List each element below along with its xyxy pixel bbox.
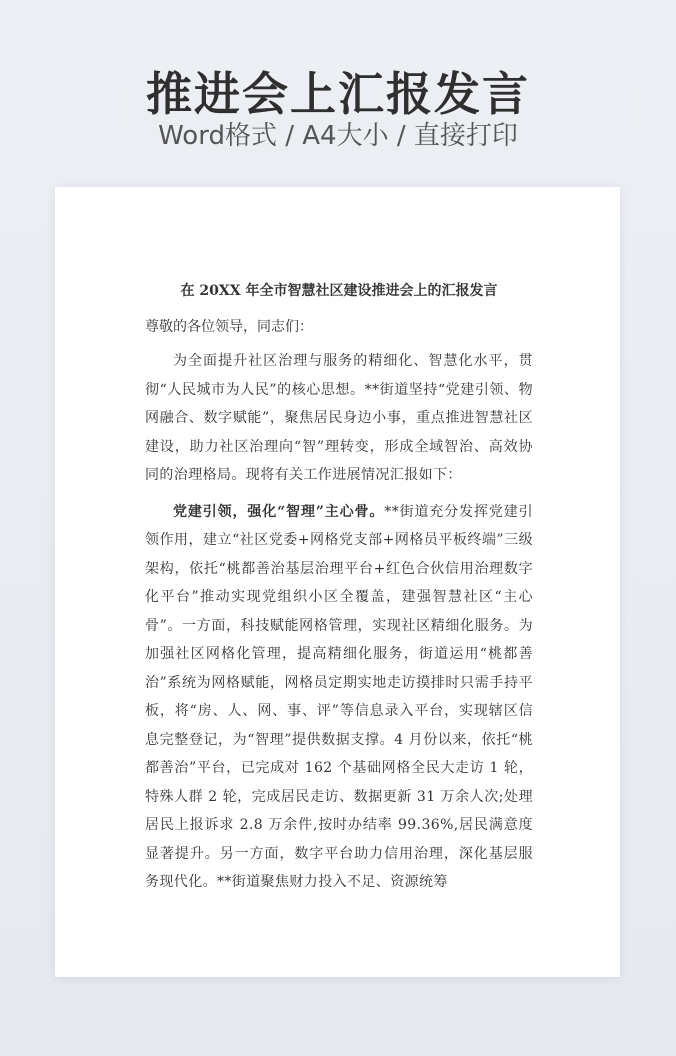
document-page xyxy=(55,187,620,977)
banner-subtitle: Word格式 / A4大小 / 直接打印 xyxy=(158,121,518,151)
paragraph-party-leadership xyxy=(145,498,533,897)
document-body xyxy=(145,277,533,905)
salutation: 尊敬的各位领导，同志们： xyxy=(145,319,313,335)
paragraph-lead-heading: 党建引领，强化“智理”主心骨。 xyxy=(173,503,385,520)
paragraph-intro: 为全面提升社区治理与服务的精细化、智慧化水平，贯彻“人民城市为人民”的核心思想。**街道坚持“党建引领、物网融合、数字赋能”，聚焦居民身边小事，重点推进智慧社区建设，助力社区治理向“智”理转变，形成全域智治、高效协同的治理格局。现将有关工作进展情况汇报如下： xyxy=(145,353,533,483)
paragraph-body: **街道充分发挥党建引领作用，建立“社区党委+网格党支部+网格员平板终端”三级架构，依托“桃都善治基层治理平台+红色合伙信用治理数字化平台”推动实现党组织小区全覆盖，建强智慧社区“主心骨”。一方面，科技赋能网格管理，实现社区精细化服务。为加强社区网格化管理，提高精细化服务，街道运用“桃都善治”系统为网格赋能，网格员定期实地走访摸排时只需手持平板，将“房、人、网、事、评”等信息录入平台，实现辖区信息完整登记，为“智理”提供数据支撑。4 月份以来，依托“桃都善治”平台，已完成对 162 个基础网格全民大走访 1 轮，特殊人群 2 轮，完成居民走访、数据更新 31 万余人次;处理居民上报诉求 2.8 万余件,按时办结率 99.36%,居民满意度显著提升。另一方面，数字平台助力信用治理，深化基层服务现代化。**街道聚焦财力投入不足、资源统筹 xyxy=(145,503,534,890)
banner-title: 推进会上汇报发言 xyxy=(146,67,530,121)
document-title: 在 20XX 年全市智慧社区建设推进会上的汇报发言 xyxy=(180,283,498,299)
